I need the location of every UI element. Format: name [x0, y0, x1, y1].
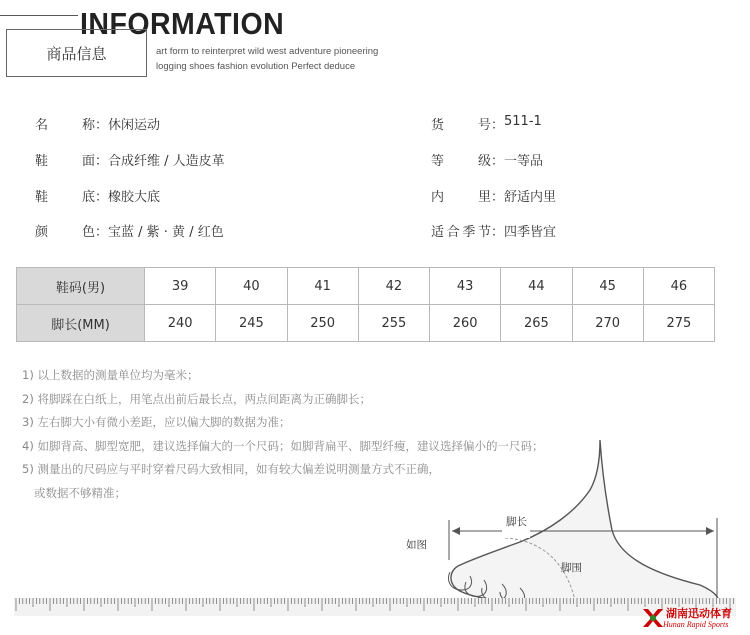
foot-length-label: 脚长 [506, 516, 527, 528]
table-cell: 44 [501, 268, 572, 305]
table-cell: 41 [287, 268, 358, 305]
table-cell: 255 [358, 305, 429, 342]
brand-name-en: Hunan Rapid Sports [663, 620, 729, 629]
size-table [16, 267, 715, 342]
info-label: 等 级 [431, 154, 491, 169]
table-cell: 240 [145, 305, 216, 342]
info-value: 休闲运动 [108, 118, 161, 133]
table-cell: 45 [572, 268, 643, 305]
table-cell: 46 [643, 268, 714, 305]
info-sole: 鞋 底 ： 橡胶大底 [35, 186, 160, 205]
foot-outline [451, 440, 718, 604]
info-label: 内 里 [431, 190, 491, 205]
table-cell: 40 [216, 268, 287, 305]
note-item: 2) 将脚踩在白纸上，用笔点出前后最长点，两点间距离为正确脚长； [22, 391, 371, 406]
table-cell: 43 [430, 268, 501, 305]
note-item: 3) 左右脚大小有微小差距，应以偏大脚的数据为准； [22, 415, 291, 429]
info-lining: 内 里 ： 舒适内里 [431, 186, 556, 205]
table-cell: 39 [145, 268, 216, 305]
table-cell: 270 [572, 305, 643, 342]
table-cell: 245 [216, 305, 287, 342]
info-upper: 鞋 面 ： 合成纤维 / 人造皮革 [35, 150, 225, 169]
table-cell: 260 [430, 305, 501, 342]
table-cell: 250 [287, 305, 358, 342]
info-label: 适合季节 [431, 225, 491, 240]
note-item: 5) 测量出的尺码应与平时穿着尺码大致相同，如有较大偏差说明测量方式不正确， [22, 462, 440, 476]
header-subtitle [156, 44, 378, 74]
brand-name-cn: 湖南迅动体育 [666, 607, 732, 620]
info-name: 名 称 ： 休闲运动 [35, 114, 160, 133]
info-value: 四季皆宜 [504, 225, 557, 240]
info-value: 舒适内里 [504, 190, 557, 205]
info-label: 颜 色 [35, 225, 95, 240]
info-color: 颜 色 ： 宝蓝 / 紫 · 黄 / 红色 [35, 221, 224, 240]
note-item: 1) 以上数据的测量单位均为毫米； [22, 368, 199, 382]
info-season: 适合季节 ： 四季皆宜 [431, 221, 556, 240]
subtitle-line-2: logging shoes fashion evolution Perfect deduce [156, 61, 356, 72]
info-label: 鞋 面 [35, 154, 95, 169]
info-grade: 等 级 ： 一等品 [431, 150, 543, 169]
info-value: 宝蓝 / 紫 · 黄 / 红色 [108, 225, 224, 240]
table-row [17, 268, 715, 305]
subtitle-line-1: art form to reinterpret wild west adventure pioneering [156, 46, 379, 57]
foot-perimeter-label: 脚围 [561, 562, 582, 574]
info-value: 一等品 [504, 154, 544, 169]
figure-label: 如图 [406, 539, 427, 551]
section-label-box: 商品信息 [6, 29, 147, 77]
info-item-no: 货 号 ： 511-1 [431, 114, 542, 133]
note-item: 或数据不够精准； [34, 485, 126, 500]
arrow-head-right [706, 527, 714, 535]
table-row [17, 305, 715, 342]
info-value: 橡胶大底 [108, 190, 161, 205]
note-item: 4) 如脚背高、脚型宽肥，建议选择偏大的一个尺码；如脚背扁平、脚型纤瘦，建议选择偏小的一尺码； [22, 438, 544, 453]
info-value: 511-1 [504, 114, 542, 129]
page-title: INFORMATION [80, 6, 285, 41]
info-label: 货 号 [431, 118, 491, 133]
header-rule [0, 15, 78, 16]
row-header-length: 脚长(MM) [17, 305, 145, 342]
row-header-size: 鞋码(男) [17, 268, 145, 305]
table-cell: 275 [643, 305, 714, 342]
info-label: 鞋 底 [35, 190, 95, 205]
info-value: 合成纤维 / 人造皮革 [108, 154, 225, 169]
foot-measurement-diagram [0, 430, 750, 635]
table-cell: 265 [501, 305, 572, 342]
arrow-head-left [452, 527, 460, 535]
info-label: 名 称 [35, 118, 95, 133]
table-cell: 42 [358, 268, 429, 305]
